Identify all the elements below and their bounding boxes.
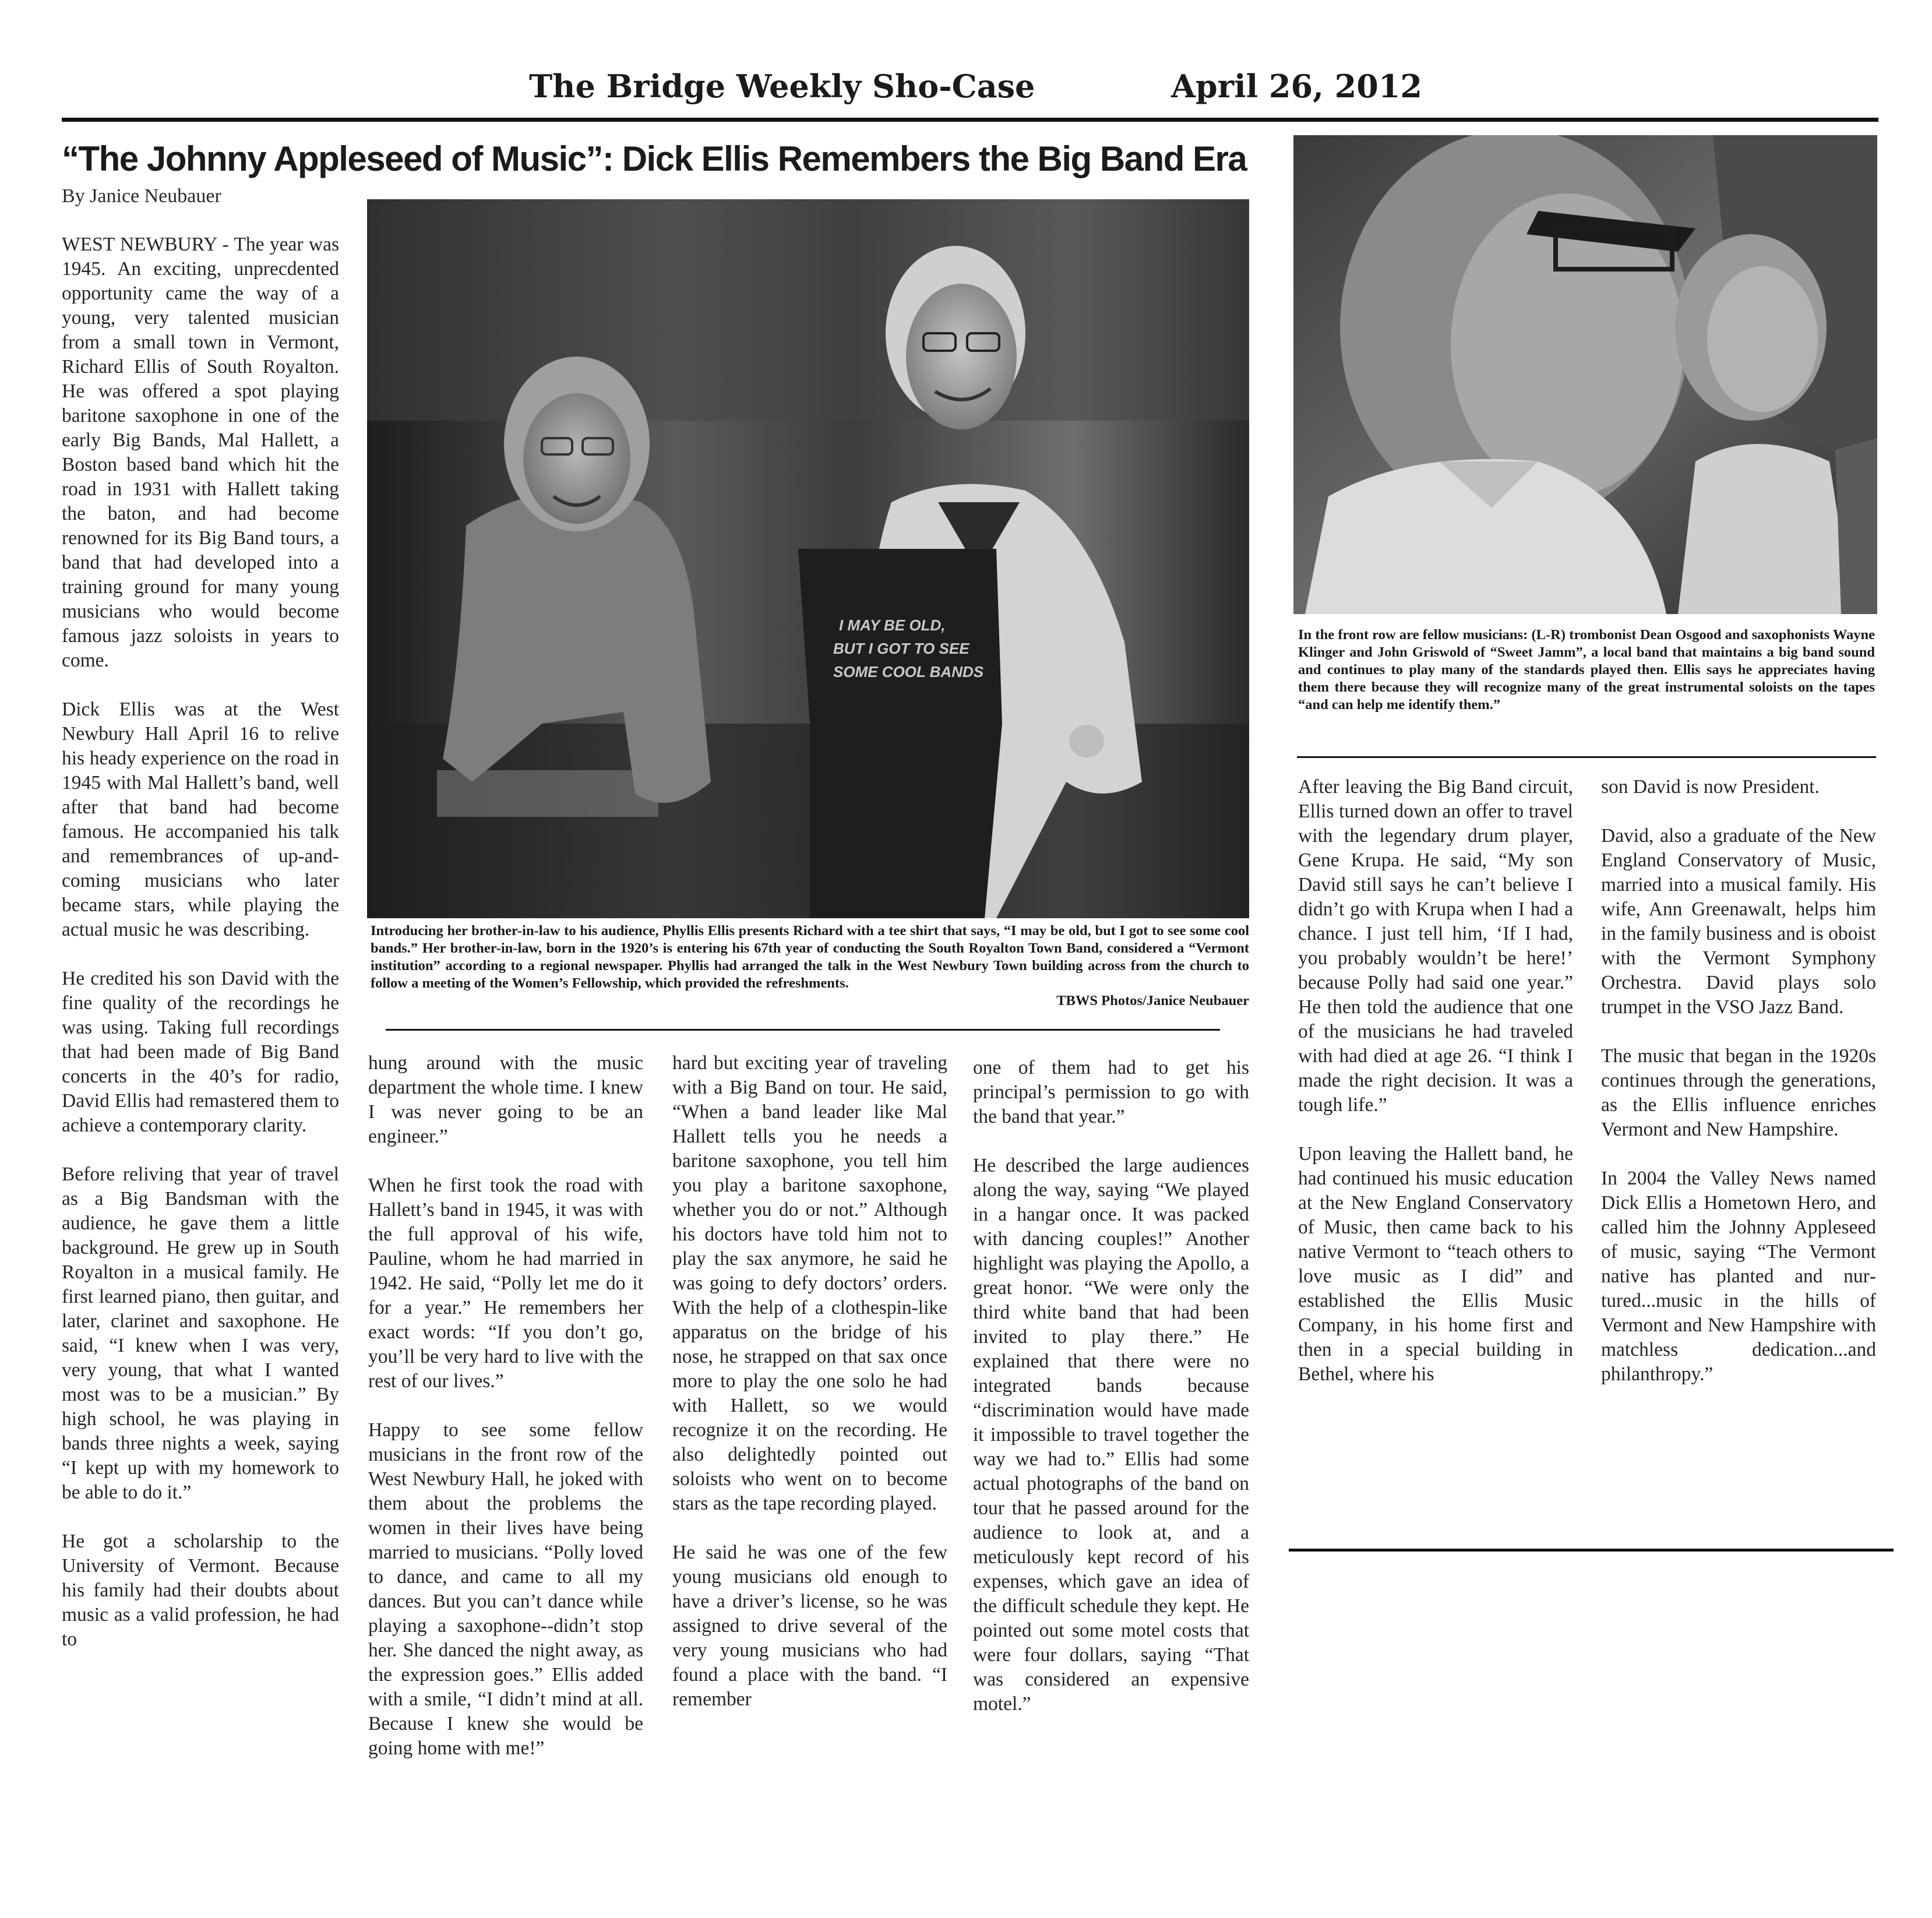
shirt-text-line-1: I MAY BE OLD,: [839, 616, 946, 634]
shirt-text-line-3: SOME COOL BANDS: [833, 663, 984, 681]
paragraph: After leaving the Big Band circuit, Ellis turned down an offer to travel with the legendary drum player, Gene Krupa. He said, “My son David still says he can’t believe I didn’t go with Krupa when I had a chance. I just tell him, ‘If I had, you probably wouldn’t be here!’ because Polly had said one year.” He then told the audience that one of the musicians he had traveled with had died at age 26. “I think I made the right decision. It was a tough life.”: [1298, 776, 1573, 1116]
side-photo-caption: In the front row are fellow musicians: (L-R) trombonist Dean Osgood and saxophonists Wayne Klinger and John Griswold of “Sweet Jamm”, a local band that maintains a big band sound and continues to play many of the standards played then. Ellis says he appreciates having them there because they will recognize many of the great instrumental soloists on the tapes “and can help me identify them.”: [1298, 627, 1875, 713]
side-photo: [1293, 135, 1877, 614]
paragraph: He said he was one of the few young musicians old enough to have a driver’s license, so he was assigned to drive several of the very young musicians who had found a place with the band. “I remember: [672, 1542, 947, 1710]
paragraph: hung around with the music department the whole time. I knew I was never going to be an engineer.”: [368, 1052, 643, 1147]
paragraph: hard but exciting year of traveling with a Big Band on tour. He said, “When a band leader like Mal Hallett tells you he needs a baritone saxophone, you tell him you play a baritone saxophone, whether you do or not.” Although his doctors have told him not to play the sax anymore, he said he was going to defy doctors’ orders. With the help of a clothespin-like apparatus on the bridge of his nose, he strapped on that sax once more to play the one solo he had with Hallett, so we would recognize it on the recording. He also delightedly pointed out soloists who went on to become stars as the tape recording played.: [672, 1052, 947, 1514]
article-column-1: [62, 232, 339, 1652]
paragraph: David, also a graduate of the New England Conservatory of Music, married into a musical family. His wife, Ann Greenawalt, helps him in the family business and is oboist with the Vermont Symphony Orchestra. David plays solo trumpet in the VSO Jazz Band.: [1601, 825, 1876, 1018]
paragraph: Upon leaving the Hallett band, he had continued his music education at the New England Conservatory of Music, then came back to his native Vermont to “teach others to love music as I did” and established the Ellis Music Company, in his home first and then in a special building in Bethel, where his: [1298, 1143, 1573, 1385]
main-photo: [367, 199, 1249, 918]
paragraph: Happy to see some fellow musicians in the front row of the West Newbury Hall, he joked with them about the problems the women in their lives have being married to musicians. “Polly loved to dance, and came to all my dances. But you can’t dance while playing a saxophone--didn’t stop her. She danced the night away, as the expression goes.” Ellis added with a smile, “I didn’t mind at all. Because I knew she would be going home with me!”: [368, 1419, 643, 1759]
side-caption-rule: [1297, 756, 1876, 758]
article-end-rule: [1289, 1549, 1894, 1552]
paragraph: He got a scholarship to the University of Vermont. Because his family had their doubts about music as a valid profession, he had to: [62, 1531, 339, 1650]
article-column-6: [1601, 775, 1876, 1387]
paragraph: son David is now President.: [1601, 776, 1820, 798]
masthead-rule: [62, 118, 1878, 122]
paragraph: When he first took the road with Hallett’s band in 1945, it was with the full approval of his wife, Pauline, whom he had married in 1942. He said, “Polly let me do it for a year.” He remembers her exact words: “If you don’t go, you’ll be very hard to live with the rest of our lives.”: [368, 1175, 643, 1392]
side-photo-image: [1293, 135, 1877, 614]
paragraph: The music that began in the 1920s continues through the generations, as the Ellis influence enriches Vermont and New Hampshire.: [1601, 1045, 1876, 1140]
newspaper-name: The Bridge Weekly Sho-Case: [529, 68, 1035, 105]
paragraph: He credited his son David with the fine quality of the recordings he was using. Taking full recordings that had been made of Big Band concerts in the 40’s for radio, David Ellis had remastered them to achieve a contemporary clarity.: [62, 968, 339, 1136]
article-headline: “The Johnny Appleseed of Music”: Dick Ellis Remembers the Big Band Era: [62, 139, 1247, 178]
caption-rule: [386, 1029, 1220, 1031]
issue-date: April 26, 2012: [1171, 68, 1422, 105]
paragraph: WEST NEWBURY - The year was 1945. An exciting, unprecdented opportunity came the way of a young, very talented musician from a small town in Vermont, Richard Ellis of South Royalton. He was offered a spot playing baritone saxophone in one of the early Big Bands, Mal Hallett, a Boston based band which hit the road in 1931 with Hallett taking the baton, and had become renowned for its Big Band tours, a band that had developed into a training ground for many young musicians who would become famous jazz soloists in years to come.: [62, 234, 339, 671]
paragraph: Before reliving that year of travel as a Big Bandsman with the audience, he gave them a little background. He grew up in South Royalton in a musical family. He first learned piano, then guitar, and later, clarinet and saxophone. He said, “I knew when I was very, very young, that what I wanted most was to be a musician.” By high school, he was playing in bands three nights a week, saying “I kept up with my homework to be able to do it.”: [62, 1164, 339, 1503]
article-column-3: [672, 1051, 947, 1712]
paragraph: Dick Ellis was at the West Newbury Hall April 16 to relive his heady experience on the road in 1945 with Mal Hallett’s band, well after that band had become famous. He accompanied his talk and remembrances of up-and-coming musicians who later became stars, while playing the actual music he was describing.: [62, 699, 339, 940]
shirt-text-line-2: BUT I GOT TO SEE: [833, 640, 969, 657]
main-photo-image: [367, 199, 1249, 918]
article-column-5: [1298, 775, 1573, 1387]
article-column-2: [368, 1051, 643, 1761]
paragraph: In 2004 the Valley News named Dick Ellis a Hometown Hero, and called him the Johnny Appleseed of music, saying “The Vermont native has planted and nurtured...music in the hills of Vermont and New Hampshire with matchless dedication...and philanthropy.”: [1601, 1168, 1876, 1385]
byline: By Janice Neubauer: [62, 185, 221, 207]
article-column-4: [973, 1056, 1249, 1716]
photo-credit: TBWS Photos/Janice Neubauer: [1056, 993, 1249, 1009]
main-photo-caption: Introducing her brother-in-law to his audience, Phyllis Ellis presents Richard with a tee shirt that says, “I may be old, but I got to see some cool bands.” Her brother-in-law, born in the 1920’s is entering his 67th year of conducting the South Royalton Town Band, considered a “Vermont institution” according to a regional newspaper. Phyllis had arranged the talk in the West Newbury Town building across from the church to follow a meeting of the Women’s Fellowship, which provided the refreshments.: [371, 923, 1249, 991]
paragraph: He described the large audiences along the way, saying “We played in a hangar once. It was packed with dancing couples!” Another highlight was playing the Apollo, a great honor. “We were only the third white band that had been invited to play there.” He explained that there were no integrated bands because “discrimination would have made it impossible to travel together the way we had to.” Ellis had some actual photographs of the band on tour that he passed around for the audience to look at, and a meticulously kept record of his expenses, which gave an idea of the difficult schedule they kept. He pointed out some motel costs that were four dollars, saying “That was considered an expensive motel.”: [973, 1155, 1249, 1715]
paragraph: one of them had to get his principal’s permission to go with the band that year.”: [973, 1057, 1249, 1127]
